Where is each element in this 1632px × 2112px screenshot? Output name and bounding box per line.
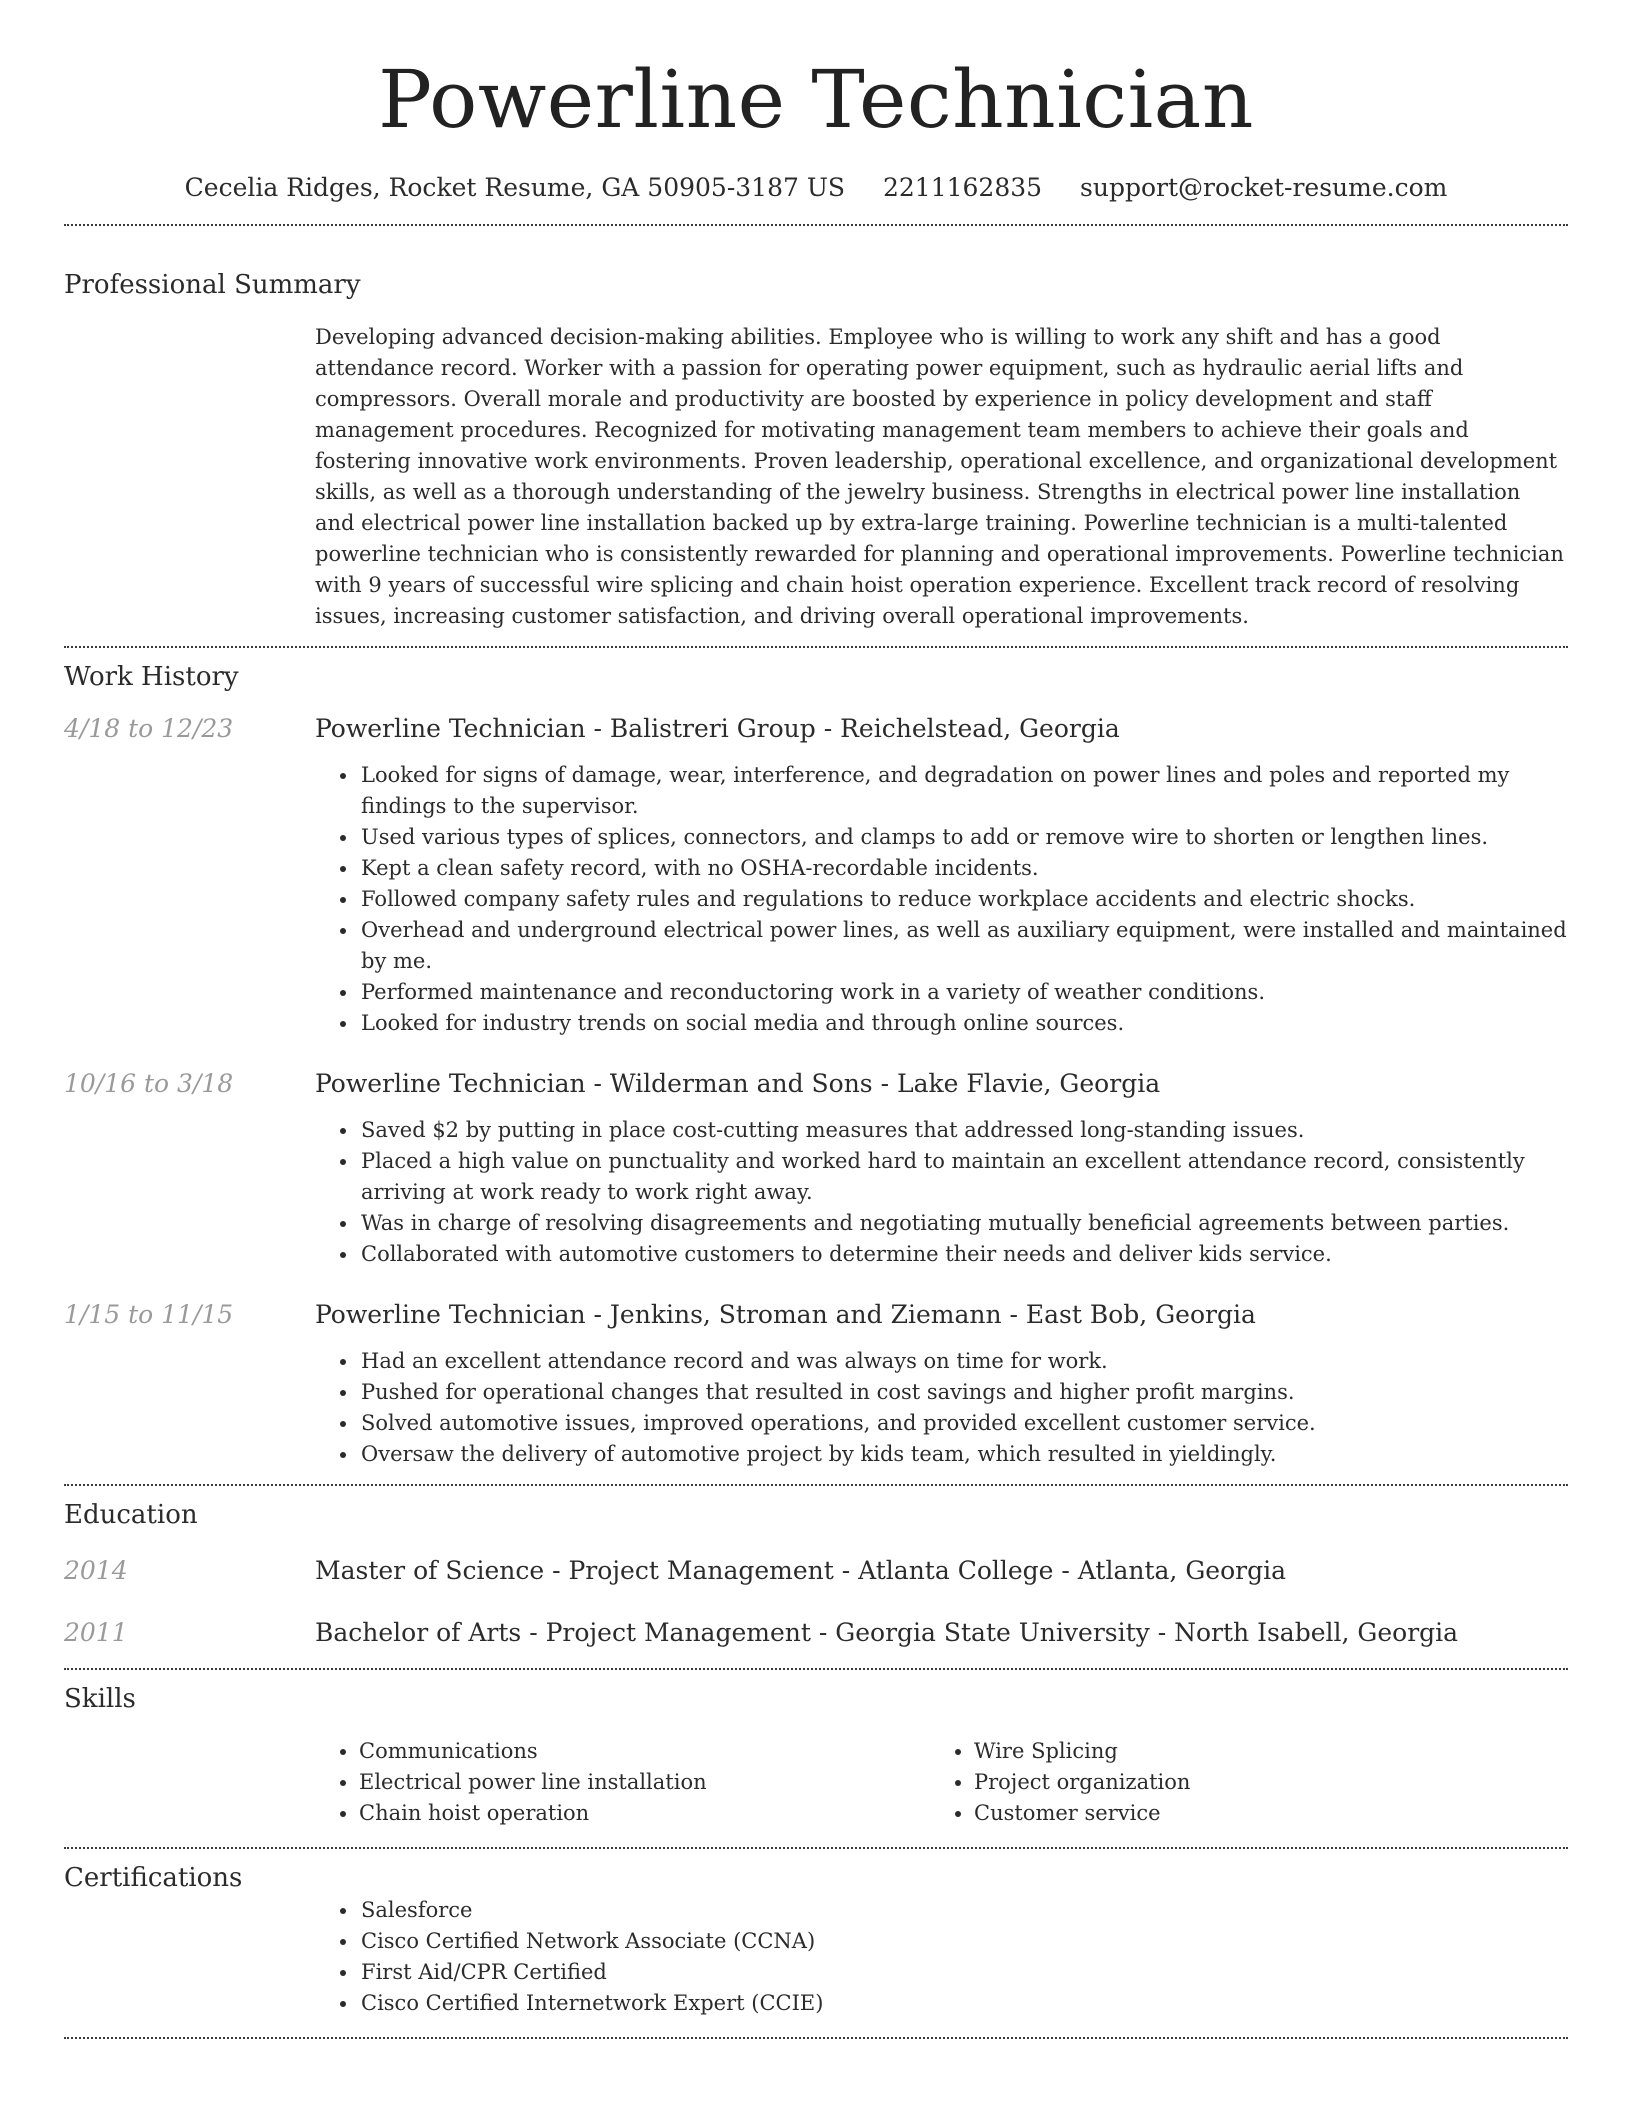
education-degree: Master of Science - Project Management - Atlanta College - Atlanta, Georgia (315, 1556, 1286, 1585)
list-item: • Collaborated with automotive customers to determine their needs and deliver kids service. (359, 1239, 1568, 1270)
education-section (64, 1486, 1568, 1668)
list-item: • Was in charge of resolving disagreements and negotiating mutually beneficial agreements between parties. (359, 1208, 1568, 1239)
certifications-list (64, 1895, 1568, 2019)
job-dates: 4/18 to 12/23 (64, 714, 234, 743)
list-item: • Followed company safety rules and regulations to reduce workplace accidents and electric shocks. (359, 884, 1568, 915)
skills-section (64, 1670, 1568, 1847)
skill-item: • Electrical power line installation (359, 1767, 930, 1798)
summary-heading: Professional Summary (64, 270, 361, 300)
section-divider (64, 2037, 1568, 2039)
skills-grid (315, 1736, 1568, 1829)
certification-item: • Salesforce (359, 1895, 1568, 1926)
list-item: • Looked for signs of damage, wear, interference, and degradation on power lines and poles and reported my findings to the supervisor. (359, 760, 1568, 822)
skills-heading: Skills (64, 1684, 136, 1714)
job-entry (64, 1298, 1568, 1470)
education-entry (64, 1554, 1568, 1588)
list-item: • Had an excellent attendance record and was always on time for work. (359, 1346, 1568, 1377)
job-entry (64, 1067, 1568, 1270)
skills-list-right (930, 1736, 1530, 1829)
education-degree: Bachelor of Arts - Project Management - Georgia State University - North Isabell, Georgia (315, 1618, 1459, 1647)
list-item: • Kept a clean safety record, with no OSHA-recordable incidents. (359, 853, 1568, 884)
skill-item: • Project organization (974, 1767, 1530, 1798)
certifications-section (64, 1849, 1568, 2037)
list-item: • Overhead and underground electrical power lines, as well as auxiliary equipment, were installed and maintained by me. (359, 915, 1568, 977)
resume-title: Powerline Technician (378, 53, 1254, 146)
skill-item: • Communications (359, 1736, 930, 1767)
job-dates: 10/16 to 3/18 (64, 1069, 234, 1098)
job-bullets (64, 1115, 1568, 1270)
work-history-section (64, 648, 1568, 1470)
contact-info (64, 172, 1568, 204)
education-year: 2014 (64, 1556, 128, 1585)
skills-list-left (315, 1736, 930, 1829)
job-bullets (64, 760, 1568, 1039)
resume-page (64, 0, 1568, 2039)
list-item: • Pushed for operational changes that resulted in cost savings and higher profit margins. (359, 1377, 1568, 1408)
list-item: • Looked for industry trends on social media and through online sources. (359, 1008, 1568, 1039)
list-item: • Placed a high value on punctuality and worked hard to maintain an excellent attendance record, consistently arriving at work ready to work right away. (359, 1146, 1568, 1208)
job-bullets (64, 1346, 1568, 1470)
summary-text: Developing advanced decision-making abilities. Employee who is willing to work any shift and has a good attendance record. Worker with a passion for operating power equipment, such as hydraulic aerial lifts and compressors. Overall morale and productivity are boosted by experience in policy development and staff management procedures. Recognized for motivating management team members to achieve their goals and fostering innovative work environments. Proven leadership, operational excellence, and organizational development skills, as well as a thorough understanding of the jewelry business. Strengths in electrical power line installation and electrical power line installation backed up by extra-large training. Powerline technician is a multi-talented powerline technician who is consistently rewarded for planning and operational improvements. Powerline technician with 9 years of successful wire splicing and chain hoist operation experience. Excellent track record of resolving issues, increasing customer satisfaction, and driving overall operational improvements. (315, 325, 1564, 628)
job-heading: Powerline Technician - Wilderman and Sons - Lake Flavie, Georgia (315, 1069, 1161, 1098)
list-item: • Solved automotive issues, improved operations, and provided excellent customer service. (359, 1408, 1568, 1439)
contact-address: Cecelia Ridges, Rocket Resume, GA 50905-3187 US (184, 173, 846, 202)
job-heading: Powerline Technician - Balistreri Group - Reichelstead, Georgia (315, 714, 1120, 743)
education-entry (64, 1616, 1568, 1650)
certification-item: • First Aid/CPR Certified (359, 1957, 1568, 1988)
education-year: 2011 (64, 1618, 128, 1647)
education-heading: Education (64, 1500, 198, 1530)
skill-item: • Customer service (974, 1798, 1530, 1829)
certification-item: • Cisco Certified Network Associate (CCNA) (359, 1926, 1568, 1957)
certifications-heading: Certifications (64, 1863, 243, 1893)
summary-section (64, 226, 1568, 632)
skill-item: • Wire Splicing (974, 1736, 1530, 1767)
list-item: • Used various types of splices, connectors, and clamps to add or remove wire to shorten or lengthen lines. (359, 822, 1568, 853)
skill-item: • Chain hoist operation (359, 1798, 930, 1829)
certification-item: • Cisco Certified Internetwork Expert (CCIE) (359, 1988, 1568, 2019)
list-item: • Saved $2 by putting in place cost-cutting measures that addressed long-standing issues. (359, 1115, 1568, 1146)
contact-email[interactable]: support@rocket-resume.com (1080, 173, 1448, 202)
contact-phone: 2211162835 (883, 173, 1043, 202)
job-dates: 1/15 to 11/15 (64, 1300, 234, 1329)
list-item: • Performed maintenance and reconductoring work in a variety of weather conditions. (359, 977, 1568, 1008)
list-item: • Oversaw the delivery of automotive project by kids team, which resulted in yieldingly. (359, 1439, 1568, 1470)
work-history-heading: Work History (64, 662, 239, 692)
job-entry (64, 712, 1568, 1039)
job-heading: Powerline Technician - Jenkins, Stroman and Ziemann - East Bob, Georgia (315, 1300, 1256, 1329)
